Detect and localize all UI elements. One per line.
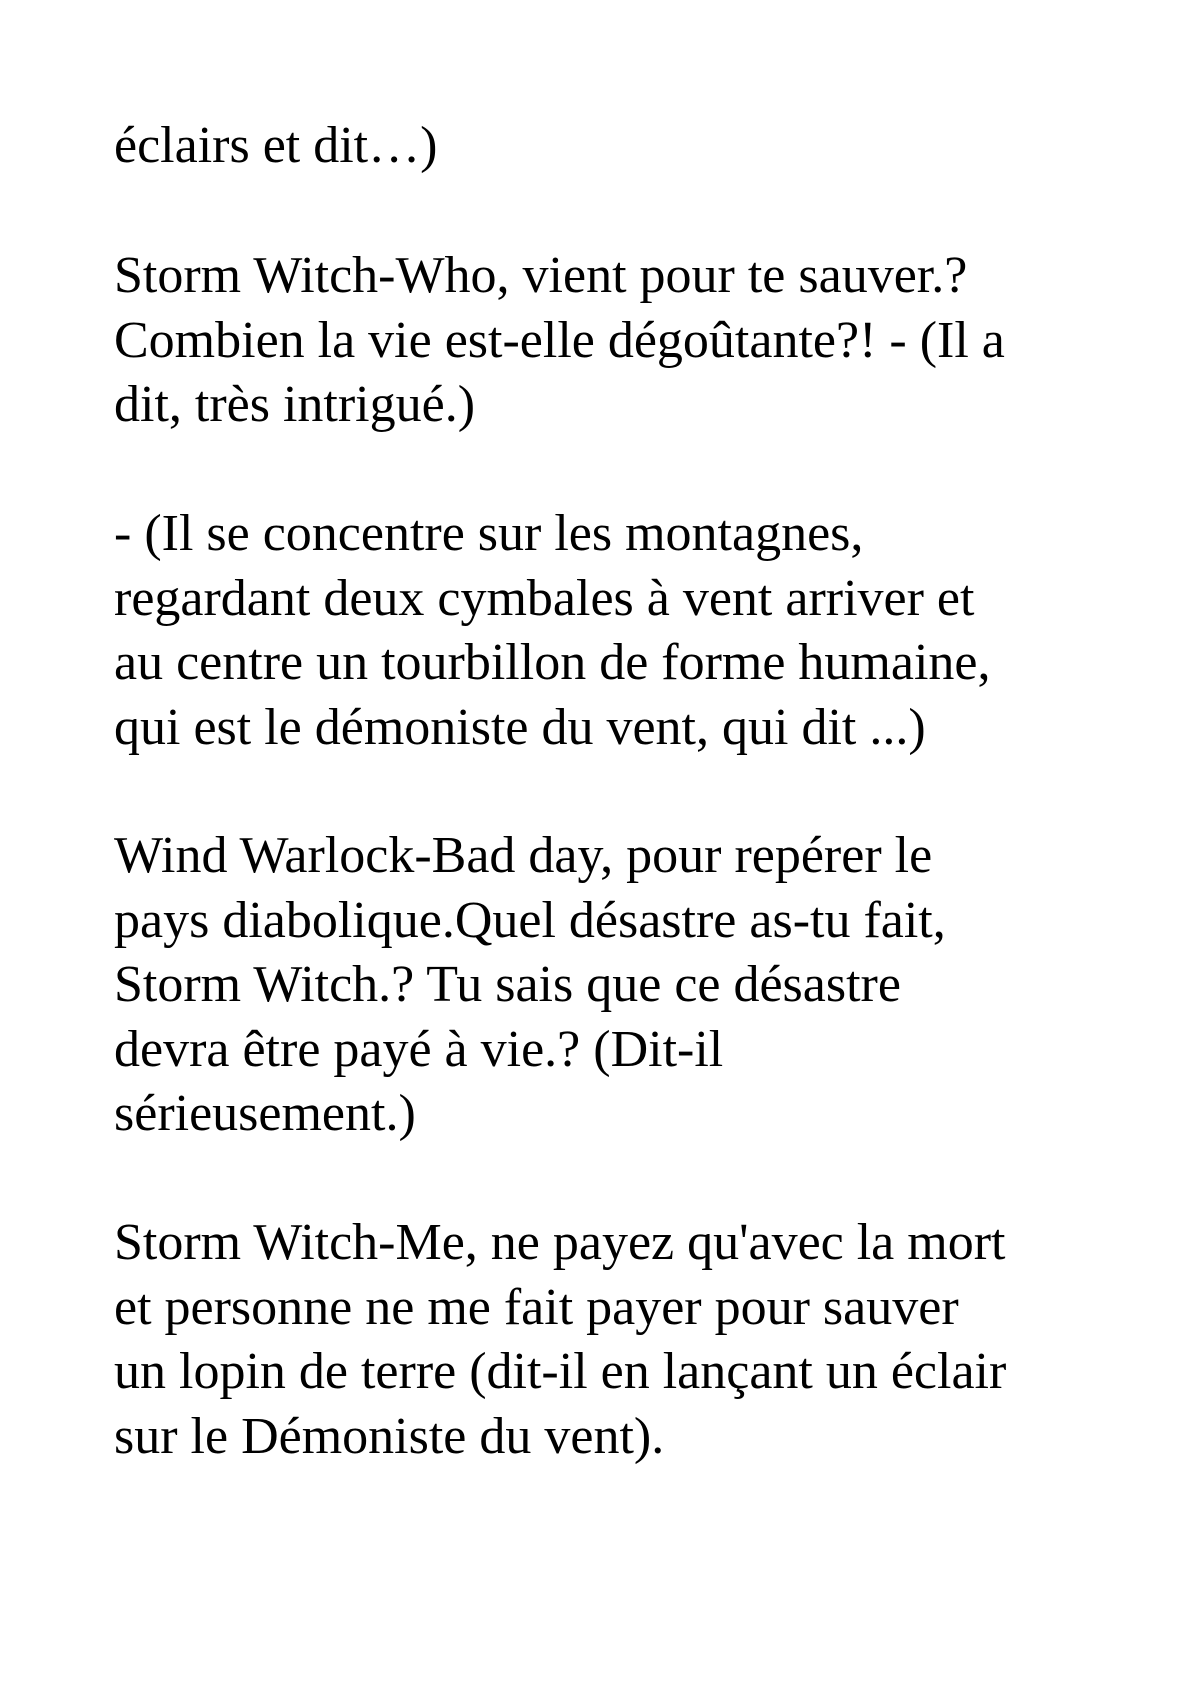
text-line: Storm Witch.? Tu sais que ce désastre xyxy=(114,956,901,1013)
text-line: regardant deux cymbales à vent arriver et xyxy=(114,569,975,627)
text-line: qui est le démoniste du vent, qui dit ...) xyxy=(114,698,926,756)
paragraph-3 xyxy=(114,502,1114,760)
text-line: sérieusement.) xyxy=(114,1085,416,1142)
text-line: Storm Witch-Me, ne payez qu'avec la mort xyxy=(114,1214,1006,1271)
text-line: au centre un tourbillon de forme humaine, xyxy=(114,634,991,691)
paragraph-2 xyxy=(114,244,1114,438)
text-line: Storm Witch-Who, vient pour te sauver.? xyxy=(114,247,968,304)
text-line: et personne ne me fait payer pour sauver xyxy=(114,1278,959,1336)
text-line: éclairs et dit…) xyxy=(114,117,438,174)
text-line: devra être payé à vie.? (Dit-il xyxy=(114,1020,724,1078)
paragraph-1 xyxy=(114,114,1114,179)
text-line: un lopin de terre (dit-il en lançant un éclair xyxy=(114,1343,1007,1400)
paragraph-4 xyxy=(114,824,1114,1147)
text-line: pays diabolique.Quel désastre as-tu fait, xyxy=(114,891,946,949)
paragraph-5 xyxy=(114,1211,1114,1469)
text-line: sur le Démoniste du vent). xyxy=(114,1407,665,1465)
text-line: - (Il se concentre sur les montagnes, xyxy=(114,505,864,562)
text-line: Combien la vie est-elle dégoûtante?! - (Il a xyxy=(114,311,1005,369)
text-line: Wind Warlock-Bad day, pour repérer le xyxy=(114,827,933,884)
text-line: dit, très intrigué.) xyxy=(114,376,476,433)
